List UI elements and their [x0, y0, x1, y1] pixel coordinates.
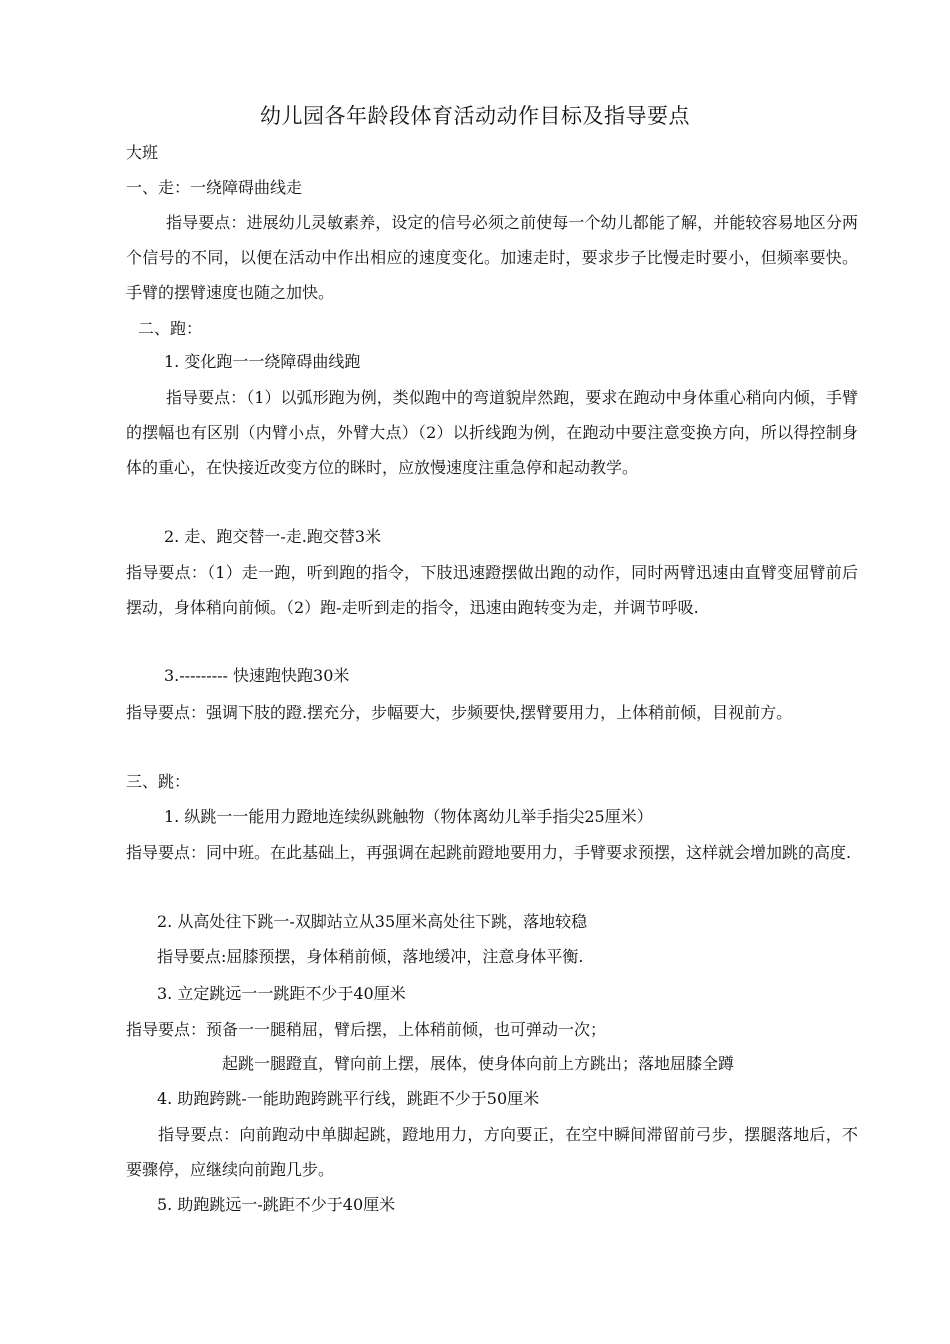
jump-item-3-guidance-prepare: 指导要点：预备一一腿稍屈，臂后摆，上体稍前倾，也可弹动一次； — [126, 1020, 607, 1039]
section-walk-heading: 一、走：一绕障碍曲线走 — [126, 178, 303, 197]
jump-item-1-guidance: 指导要点：同中班。在此基础上，再强调在起跳前蹬地要用力，手臂要求预摆，这样就会增加跳的高度. — [126, 843, 852, 862]
run-item-2: 2. 走、跑交替一-走.跑交替3米 — [164, 527, 382, 546]
jump-item-5: 5. 助跑跳远一-跳距不少于40厘米 — [157, 1195, 396, 1214]
jump-item-3-guidance-takeoff: 起跳一腿蹬直，臂向前上摆，展体，使身体向前上方跳出；落地屈膝全蹲 — [222, 1054, 735, 1073]
run-item-1-guidance: 指导要点：（1）以弧形跑为例，类似跑中的弯道貌岸然跑，要求在跑动中身体重心稍向内倾，手臂的摆幅也有区别（内臂小点，外臂大点）（2）以折线跑为例，在跑动中要注意变换方向，所以得控制身体的重心，在快接近改变方位的眯时，应放慢速度注重急停和起动教学。 — [126, 388, 858, 477]
document-title: 幼儿园各年龄段体育活动动作目标及指导要点 — [260, 104, 690, 128]
jump-item-3: 3. 立定跳远一一跳距不少于40厘米 — [157, 984, 406, 1003]
run-item-1: 1. 变化跑一一绕障碍曲线跑 — [164, 352, 361, 371]
run-item-3-guidance: 指导要点：强调下肢的蹬.摆充分，步幅要大，步频要快,摆臂要用力，上体稍前倾，目视前方。 — [126, 703, 793, 722]
jump-item-2-guidance: 指导要点:屈膝预摆，身体稍前倾，落地缓冲，注意身体平衡. — [157, 947, 584, 966]
section-run-heading: 二、跑： — [138, 319, 203, 338]
jump-item-4-guidance: 指导要点：向前跑动中单脚起跳，蹬地用力，方向要正，在空中瞬间滞留前弓步，摆腿落地后，不要骤停，应继续向前跑几步。 — [126, 1125, 858, 1179]
jump-item-2: 2. 从高处往下跳一-双脚站立从35厘米高处往下跳，落地较稳 — [157, 912, 588, 931]
run-item-2-guidance: 指导要点：（1）走一跑，听到跑的指令，下肢迅速蹬摆做出跑的动作，同时两臂迅速由直臂变屈臂前后摆动，身体稍向前倾。（2）跑-走听到走的指令，迅速由跑转变为走，并调节呼吸. — [126, 563, 858, 617]
section-jump-heading: 三、跳： — [126, 772, 191, 791]
section-walk-guidance: 指导要点：进展幼儿灵敏素养，设定的信号必须之前使每一个幼儿都能了解，并能较容易地区分两个信号的不同，以便在活动中作出相应的速度变化。加速走时，要求步子比慢走时要小，但频率要快。手臂的摆臂速度也随之加快。 — [126, 213, 858, 302]
grade-label: 大班 — [126, 143, 159, 162]
run-item-3: 3.--------- 快速跑快跑30米 — [164, 666, 350, 685]
jump-item-1: 1. 纵跳一一能用力蹬地连续纵跳触物（物体离幼儿举手指尖25厘米） — [164, 807, 653, 826]
jump-item-4: 4. 助跑跨跳-一能助跑跨跳平行线，跳距不少于50厘米 — [157, 1089, 540, 1108]
